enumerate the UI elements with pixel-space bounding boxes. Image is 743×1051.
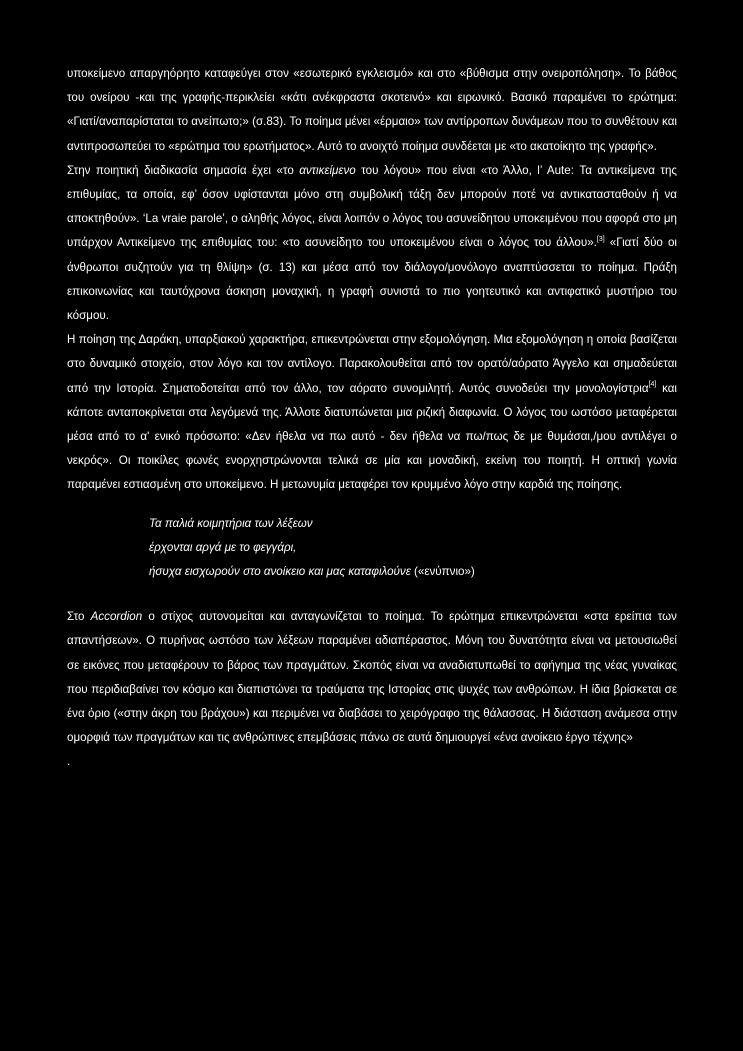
poem-source: («ενύπνιο») [410, 565, 475, 579]
paragraph-2-text-a: Στην ποιητική διαδικασία σημασία έχει «το [67, 163, 300, 177]
paragraph-4-text-b: ο στίχος αυτονομείται και ανταγωνίζεται το ποίημα. Το ερώτημα επικεντρώνεται «στα ερείπια των απαντήσεων». Ο πυρήνας ωστόσο των λέξεων παραμένει αδιαπέραστος. Μόνη του δυνατότητα είναι να μετουσιωθεί σε εικόνες που μεταφέρουν το βάρος των πραγμάτων. Σκοπός είναι να αναδιατυπωθεί το αφήγημα της νέας γυναίκας που περιδιαβαίνει τον κόσμο και διαπιστώνει τα τραύματα της Ιστορίας στις ψυχές των ανθρώπων. Η ίδια βρίσκεται σε ένα όριο («στην άκρη του βράχου») και περιμένει να διαβάσει το χειρόγραφο της θάλασσας. Η διάσταση ανάμεσα στην ομορφιά των πραγμάτων και τις ανθρώπινες επεμβάσεις πάνω σε αυτά δημιουργεί «ένα ανοίκειο έργο τέχνης» [67, 610, 677, 745]
footnote-ref-4[interactable]: [4] [648, 380, 657, 388]
poem-line-3-text: ήσυχα εισχωρούν στο ανοίκειο και μας καταφιλούνε [149, 565, 411, 579]
paragraph-2-italic: αντικείμενο [299, 163, 356, 177]
trailing-period: . [67, 755, 71, 769]
paragraph-2-text-c: «Γιατί δύο οι άνθρωποι συζητούν για τη θλίψη» (σ. 13) και μέσα από τον διάλογο/μονόλογο αναπτύσσεται το ποίημα. Πράξη επικοινωνίας και ταυτόχρονα άσκηση μοναχική, η γραφή συνιστά το πιο γοητευτικό και αντιφατικό μυστήριο του κόσμου. [67, 236, 677, 323]
paragraph-3-text-b: και κάποτε ανταποκρίνεται στα λεγόμενά της. Άλλοτε διατυπώνεται μια ριζική διαφωνία. Ο λόγος του ωστόσο μεταφέρεται μέσα από το α' ενικό πρόσωπο: «Δεν ήθελα να πω αυτό - δεν ήθελα να πω/πως δε με θυμάσαι,/μου αντιλέγει ο νεκρός». Οι ποικίλες φωνές ενορχηστρώνονται τελικά σε μία και μοναδική, εκείνη του ποιητή. Η οπτική γωνία παραμένει εστιασμένη στο υποκείμενο. Η μετωνυμία μεταφέρει τον κρυμμένο λόγο στην καρδιά της ποίησης. [67, 381, 678, 492]
paragraph-1: υποκείμενο απαργηόρητο καταφεύγει στον «εσωτερικό εγκλεισμό» και στο «βύθισμα στην ονειροπόληση». Το βάθος του ονείρου -και της γραφής-περικλείει «κάτι ανέκφραστα σκοτεινό» και ειρωνικό. Βασικό παραμένει το ερώτημα: «Γιατί/αναπαρίσταται το ανείπωτο;» (σ.83). Το ποίημα μένει «έρμαιο» των αντίρροπων δυνάμεων που το συνθέτουν και αντιπροσωπεύει το «ερώτημα του ερωτήματος». Αυτό το ανοιχτό ποίημα συνδέεται με «το ακατοίκητο της γραφής». [67, 67, 677, 153]
paragraph-3-text-a: Η ποίηση της Δαράκη, υπαρξιακού χαρακτήρα, επικεντρώνεται στην εξομολόγηση. Μια εξομολόγηση η οποία βασίζεται στο δυναμικό στοιχείο, στον λόγο και τον αντίλογο. Παρακολουθείται από τον ορατό/αόρατο Άγγελο και σημαδεύεται από την Ιστορία. Σηματοδοτείται από τον άλλο, τον αόρατο συνομιλητή. Αυτός συνοδεύει την μονολογίστρια [67, 333, 677, 395]
poem-line-1-text: Τα παλιά κοιμητήρια των λέξεων [149, 516, 313, 530]
footnote-ref-3[interactable]: [3] [596, 235, 605, 243]
document-page [67, 62, 677, 775]
poem-line-1 [149, 512, 677, 536]
paragraph-4 [67, 605, 677, 750]
poem-line-3 [149, 560, 677, 584]
paragraph-2 [67, 159, 677, 328]
poem-quote [149, 512, 677, 585]
paragraph-2-text-b: του λόγου» που είναι «το Άλλο, l’ Aute: Τα αντικείμενα της επιθυμίας, τα οποία, εφ’ όσον υφίστανται μόνο στη συμβολική τάξη δεν μπορούν ποτέ να αντικατασταθούν ή να αποκτηθούν». ‘La vraie parole’, ο αληθής λόγος, είναι λοιπόν ο λόγος του ασυνείδητου υποκειμένου που αφορά στο μη υπάρχον Αντικείμενο της επιθυμίας του: «το ασυνείδητο του υποκειμένου είναι ο λόγος του άλλου». [67, 163, 677, 250]
poem-line-2-text: έρχονται αργά με το φεγγάρι, [149, 540, 297, 554]
poem-line-2 [149, 536, 677, 560]
paragraph-3 [67, 328, 677, 497]
paragraph-4-italic: Accordion [90, 610, 143, 624]
paragraph-4-text-a: Στο [67, 610, 91, 624]
